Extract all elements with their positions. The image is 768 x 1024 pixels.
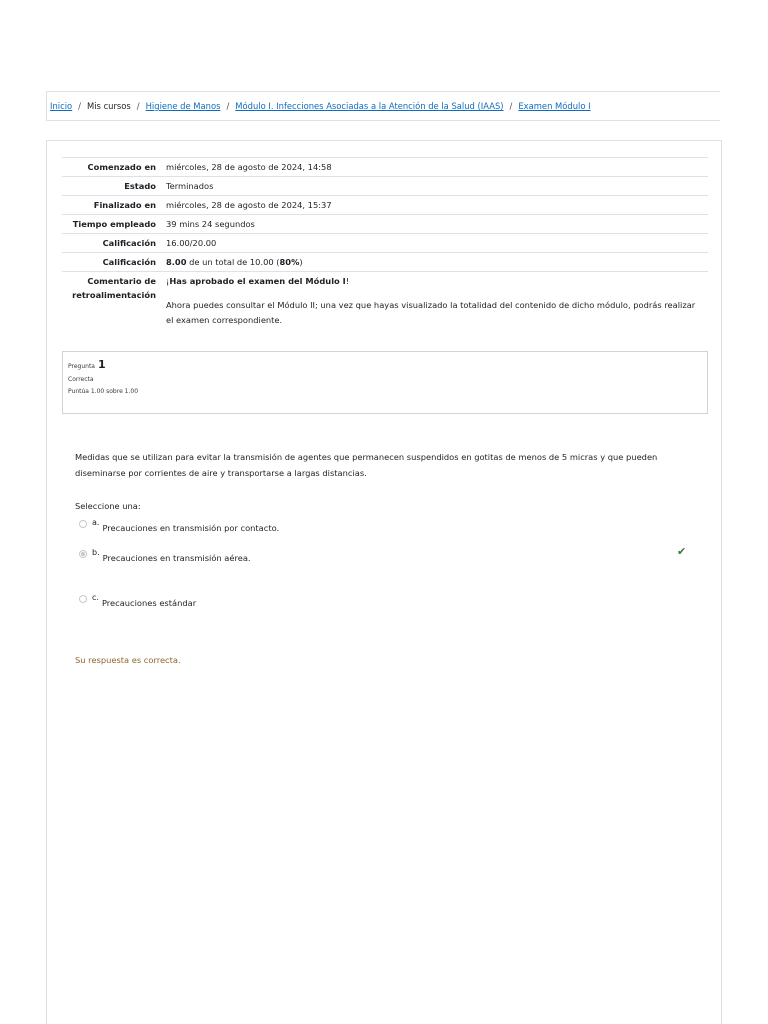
question-number: 1 [97,358,106,371]
breadcrumb-course-link[interactable]: Higiene de Manos [145,101,221,111]
breadcrumb-home-link[interactable]: Inicio [50,101,73,111]
feedback-heading: ¡Has aprobado el examen del Módulo I! [166,276,350,286]
breadcrumb-separator: / [78,101,81,111]
breadcrumb-separator: / [226,101,230,111]
option-letter: c. [92,593,99,602]
summary-row-finished [62,196,708,215]
summary-row-started [62,158,708,177]
answer-option-c[interactable] [79,593,197,608]
question-state: Correcta [68,376,94,383]
question-label: Pregunta [68,363,95,370]
question-number-row [68,358,702,371]
option-text: Precauciones estándar [101,598,197,608]
grade-end: ) [299,257,303,267]
summary-label: Tiempo empleado [62,215,160,234]
feedback-paragraph: Ahora puedes consultar el Módulo II; una vez que hayas visualizado la totalidad del contenido de dicho módulo, podrás realizar el examen correspondiente. [166,300,696,325]
option-text: Precauciones en transmisión por contacto. [102,523,280,533]
question-score: Puntúa 1.00 sobre 1.00 [68,388,139,395]
answer-option-a[interactable] [79,518,280,533]
summary-row-grade [62,253,708,272]
overall-feedback [160,272,708,331]
summary-value [160,253,708,272]
summary-value: 39 mins 24 segundos [160,215,708,234]
summary-label: Comenzado en [62,158,160,177]
summary-row-marks [62,234,708,253]
grade-score: 8.00 [166,257,187,267]
answer-option-b[interactable] [79,548,251,563]
radio-a[interactable] [79,520,87,528]
breadcrumb-separator: / [136,101,140,111]
breadcrumb-module-link[interactable]: Módulo I. Infecciones Asociadas a la Atención de la Salud (IAAS) [235,101,504,111]
summary-value: 16.00/20.00 [160,234,708,253]
question-text: Medidas que se utilizan para evitar la transmisión de agentes que permanecen suspendidos en gotitas de menos de 5 micras y que pueden diseminarse por corrientes de aire y transportarse a largas distancias. [75,452,658,478]
summary-value: miércoles, 28 de agosto de 2024, 15:37 [160,196,708,215]
summary-row-time-taken [62,215,708,234]
summary-label: Calificación [62,234,160,253]
answer-feedback: Su respuesta es correcta. [75,655,181,665]
attempt-summary-table [62,157,708,330]
summary-value: miércoles, 28 de agosto de 2024, 14:58 [160,158,708,177]
grade-middle: de un total de 10.00 ( [186,257,280,267]
summary-value: Terminados [160,177,708,196]
radio-b[interactable] [79,550,87,558]
summary-label: Finalizado en [62,196,160,215]
option-text: Precauciones en transmisión aérea. [102,553,251,563]
summary-label: Estado [62,177,160,196]
radio-c[interactable] [79,595,87,603]
option-letter: b. [92,548,100,557]
check-icon: ✔ [677,545,687,558]
breadcrumb-exam-link[interactable]: Examen Módulo I [518,101,591,111]
summary-label: Comentario de retroalimentación [62,272,160,331]
breadcrumb-my-courses: Mis cursos [87,101,131,111]
grade-percent: 80% [279,257,300,267]
summary-row-feedback [62,272,708,331]
answer-prompt: Seleccione una: [75,501,141,511]
option-letter: a. [92,518,100,527]
breadcrumb-separator: / [509,101,513,111]
summary-label: Calificación [62,253,160,272]
summary-row-state [62,177,708,196]
breadcrumb [46,91,720,121]
question-info-box [62,351,708,414]
